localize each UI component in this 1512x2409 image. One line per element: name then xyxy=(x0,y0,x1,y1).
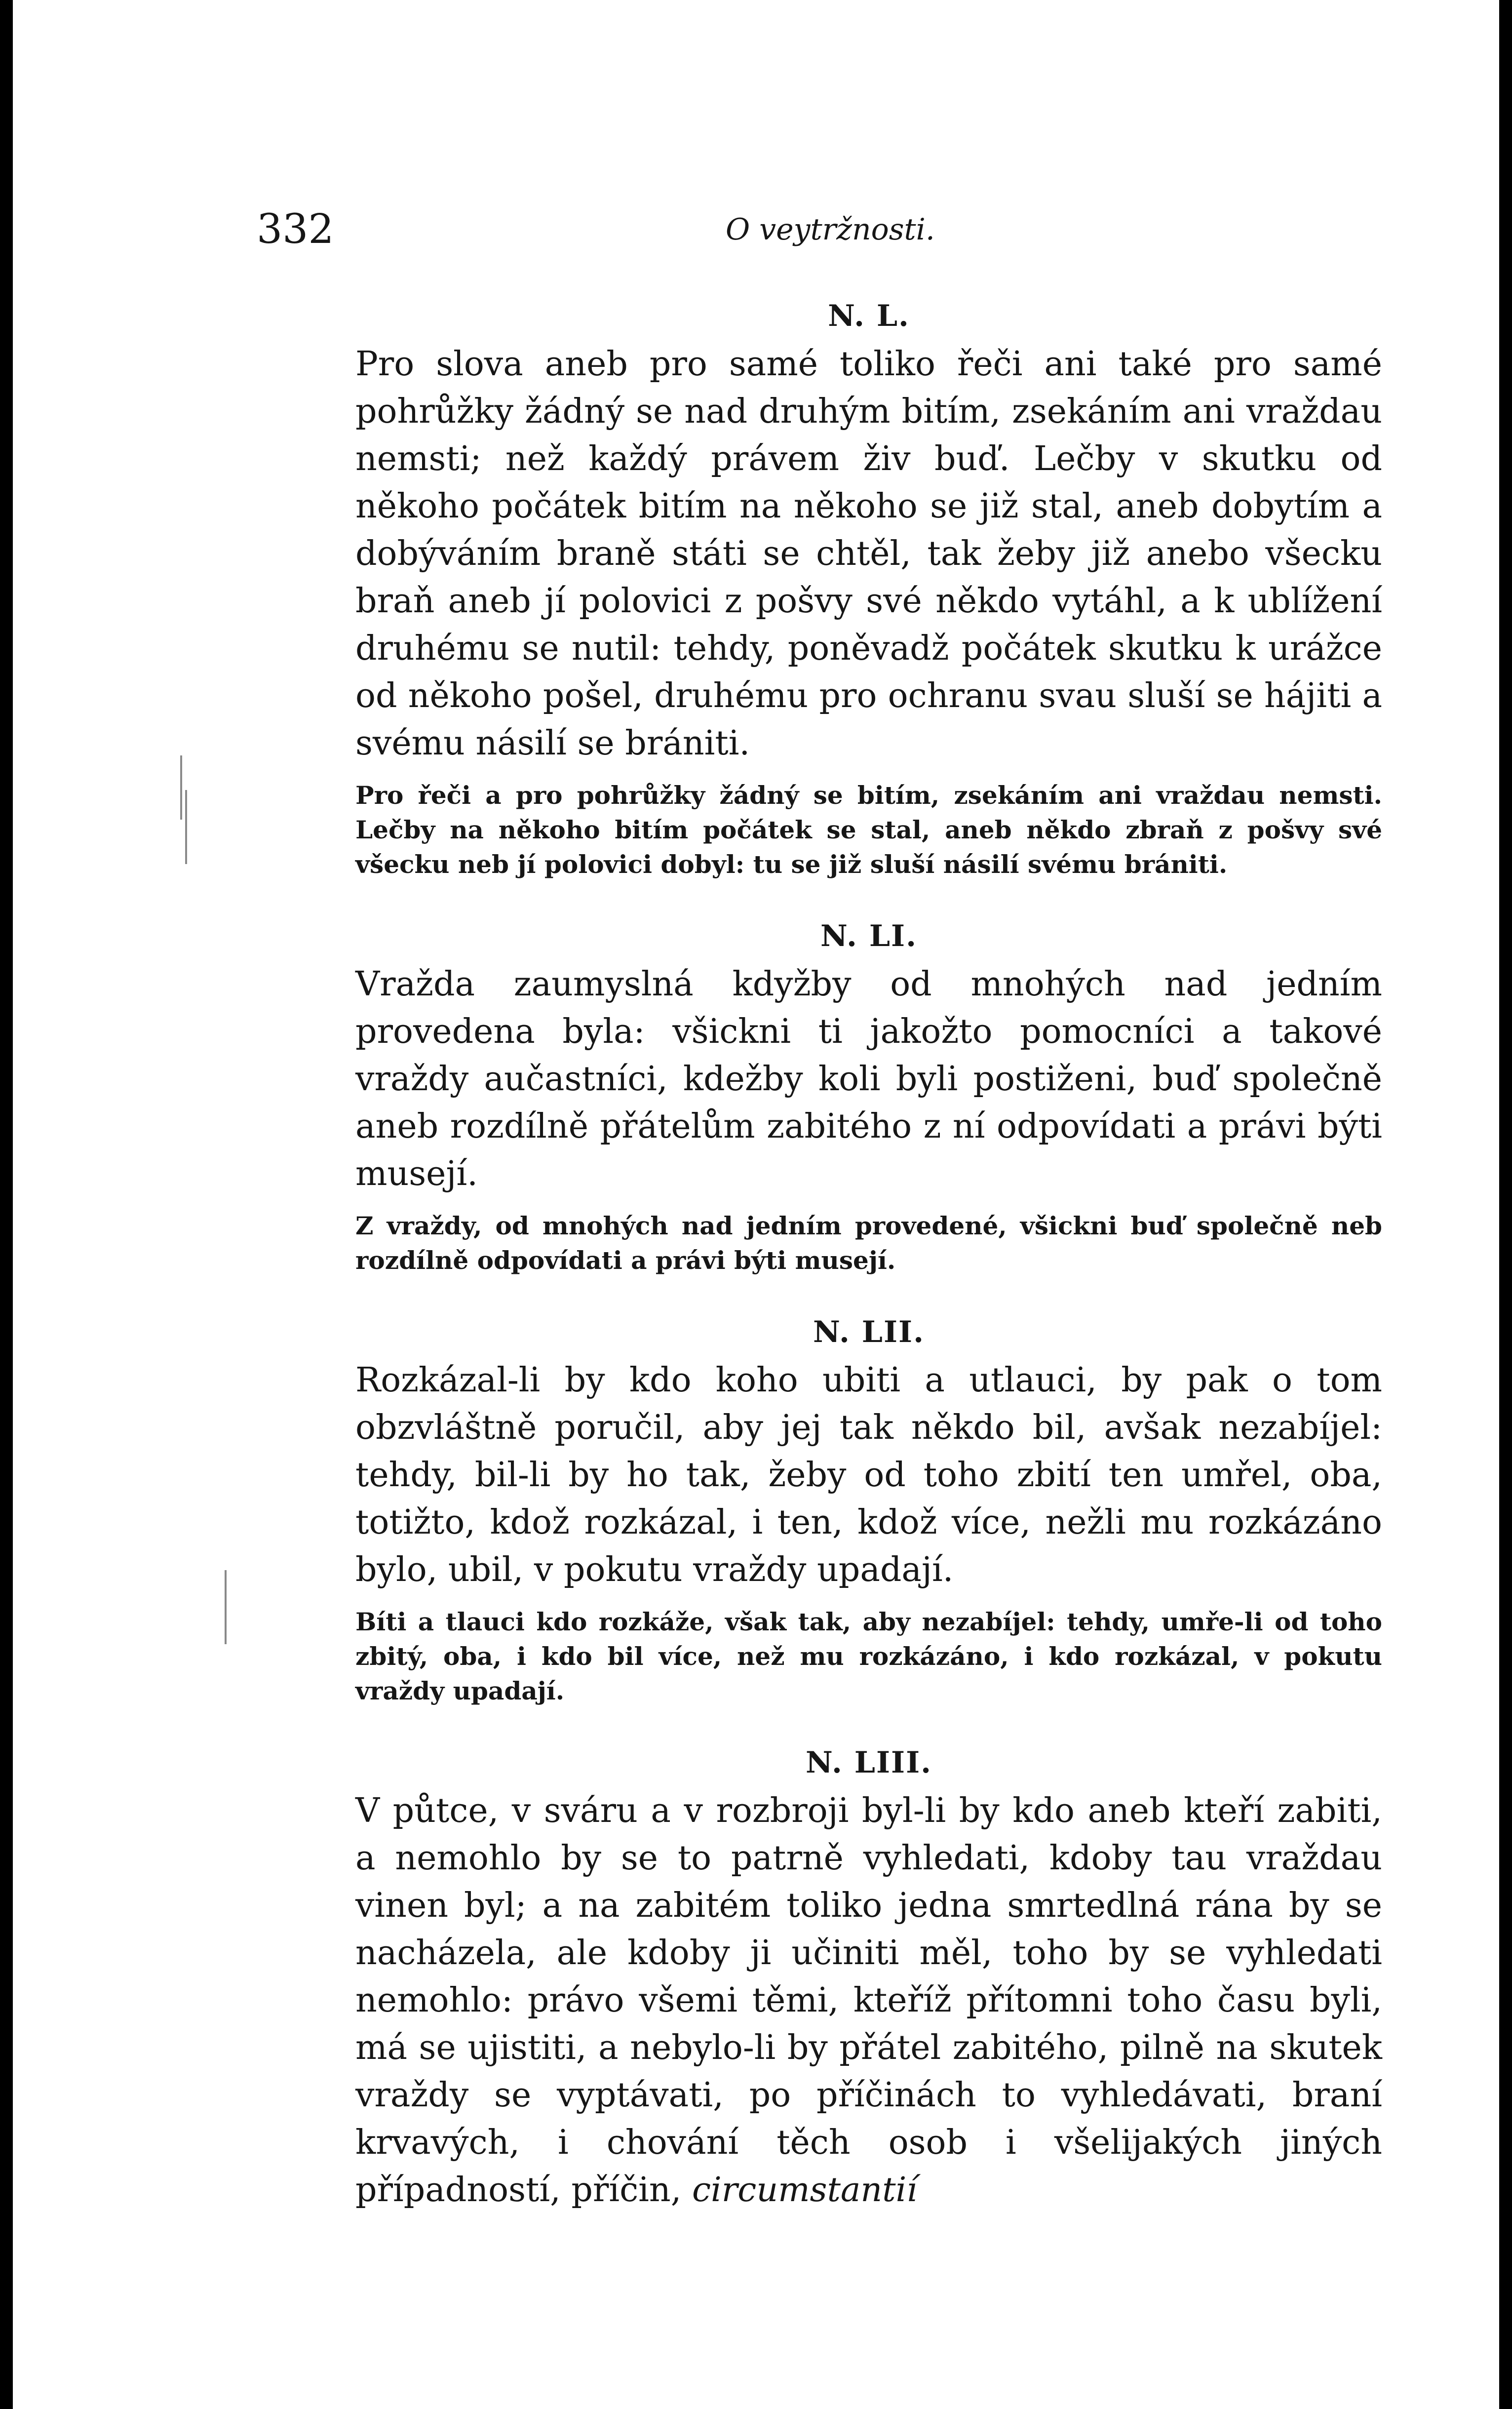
scan-edge-left xyxy=(0,0,13,2409)
article-summary: Bíti a tlauci kdo rozkáže, však tak, aby nezabíjel: tehdy, umře-li od toho zbitý, oba, i kdo bil více, než mu rozkázáno, i kdo rozkázal, v pokutu vraždy upadají. xyxy=(355,1607,1382,1705)
article-text: Rozkázal-li by kdo koho ubiti a utlauci, by pak o tom obzvláštně poručil, aby jej tak někdo bil, avšak nezabíjel: tehdy, bil-li by ho tak, žeby od toho zbití ten umřel, oba, totižto, kdož rozkázal, i ten, kdož více, nežli mu rozkázáno bylo, ubil, v pokutu vraždy upadají. xyxy=(355,1361,1382,1589)
page-text-block xyxy=(355,291,1382,2214)
article-summary: Pro řeči a pro pohrůžky žádný se bitím, zsekáním ani vraždau nemsti. Lečby na někoho bitím počátek se stal, aneb někdo zbraň z pošvy své všecku neb jí polovici dobyl: tu se již sluší násilí svému brániti. xyxy=(355,781,1382,879)
article-text-continued xyxy=(355,1787,1382,2214)
margin-pencil-mark xyxy=(180,755,182,820)
section-n-liii xyxy=(355,1738,1382,2214)
page-number: 332 xyxy=(257,206,334,253)
margin-pencil-mark xyxy=(185,790,187,864)
article-text: V půtce, v sváru a v rozbroji byl-li by kdo aneb kteří zabiti, a nemohlo by se to patrně vyhledati, kdoby tau vraždau vinen byl; a na zabitém toliko jedna smrtedlná rána by se nacházela, ale kdoby ji učiniti měl, toho by se vyhledati nemohlo: právo všemi těmi, kteříž přítomni toho času byli, má se ujistiti, a nebylo-li by přátel zabitého, pilně na skutek vraždy se vyptávati, po příčinách to vyhledávati, braní krvavých, i chování těch osob i všelijakých jiných případností, příčin, xyxy=(355,1791,1382,2210)
section-heading: N. LI. xyxy=(820,919,917,953)
article-text: Vražda zaumyslná kdyžby od mnohých nad jedním provedena byla: všickni ti jakožto pomocníci a takové vraždy aučastníci, kdežby koli byli postiženi, buď společně aneb rozdílně přátelům zabitého z ní odpovídati a právi býti musejí. xyxy=(355,965,1382,1193)
running-head xyxy=(257,202,1377,257)
section-n-lii xyxy=(355,1307,1382,1708)
article-summary: Z vraždy, od mnohých nad jedním provedené, všickni buď společně neb rozdílně odpovídati a právi býti musejí. xyxy=(355,1211,1382,1275)
margin-pencil-mark xyxy=(225,1570,227,1644)
section-heading: N. LII. xyxy=(813,1315,925,1349)
article-text: Pro slova aneb pro samé toliko řeči ani také pro samé pohrůžky žádný se nad druhým bitím, zsekáním ani vraždau nemsti; než každý právem živ buď. Lečby v skutku od někoho počátek bitím na někoho se již stal, aneb dobytím a dobýváním braně státi se chtěl, tak žeby již anebo všecku braň aneb jí polovici z pošvy své někdo vytáhl, a k ublížení druhému se nutil: tehdy, poněvadž počátek skutku k urážce od někoho pošel, druhému pro ochranu svau sluší se hájiti a svému násilí se brániti. xyxy=(355,345,1382,763)
italic-latin-term: circumstantií xyxy=(692,2171,918,2210)
scan-edge-right xyxy=(1499,0,1512,2409)
running-title: O veytržnosti. xyxy=(726,212,935,247)
section-n-li xyxy=(355,911,1382,1278)
section-heading: N. LIII. xyxy=(805,1745,932,1780)
section-heading: N. L. xyxy=(828,299,910,333)
section-n-l xyxy=(355,291,1382,882)
